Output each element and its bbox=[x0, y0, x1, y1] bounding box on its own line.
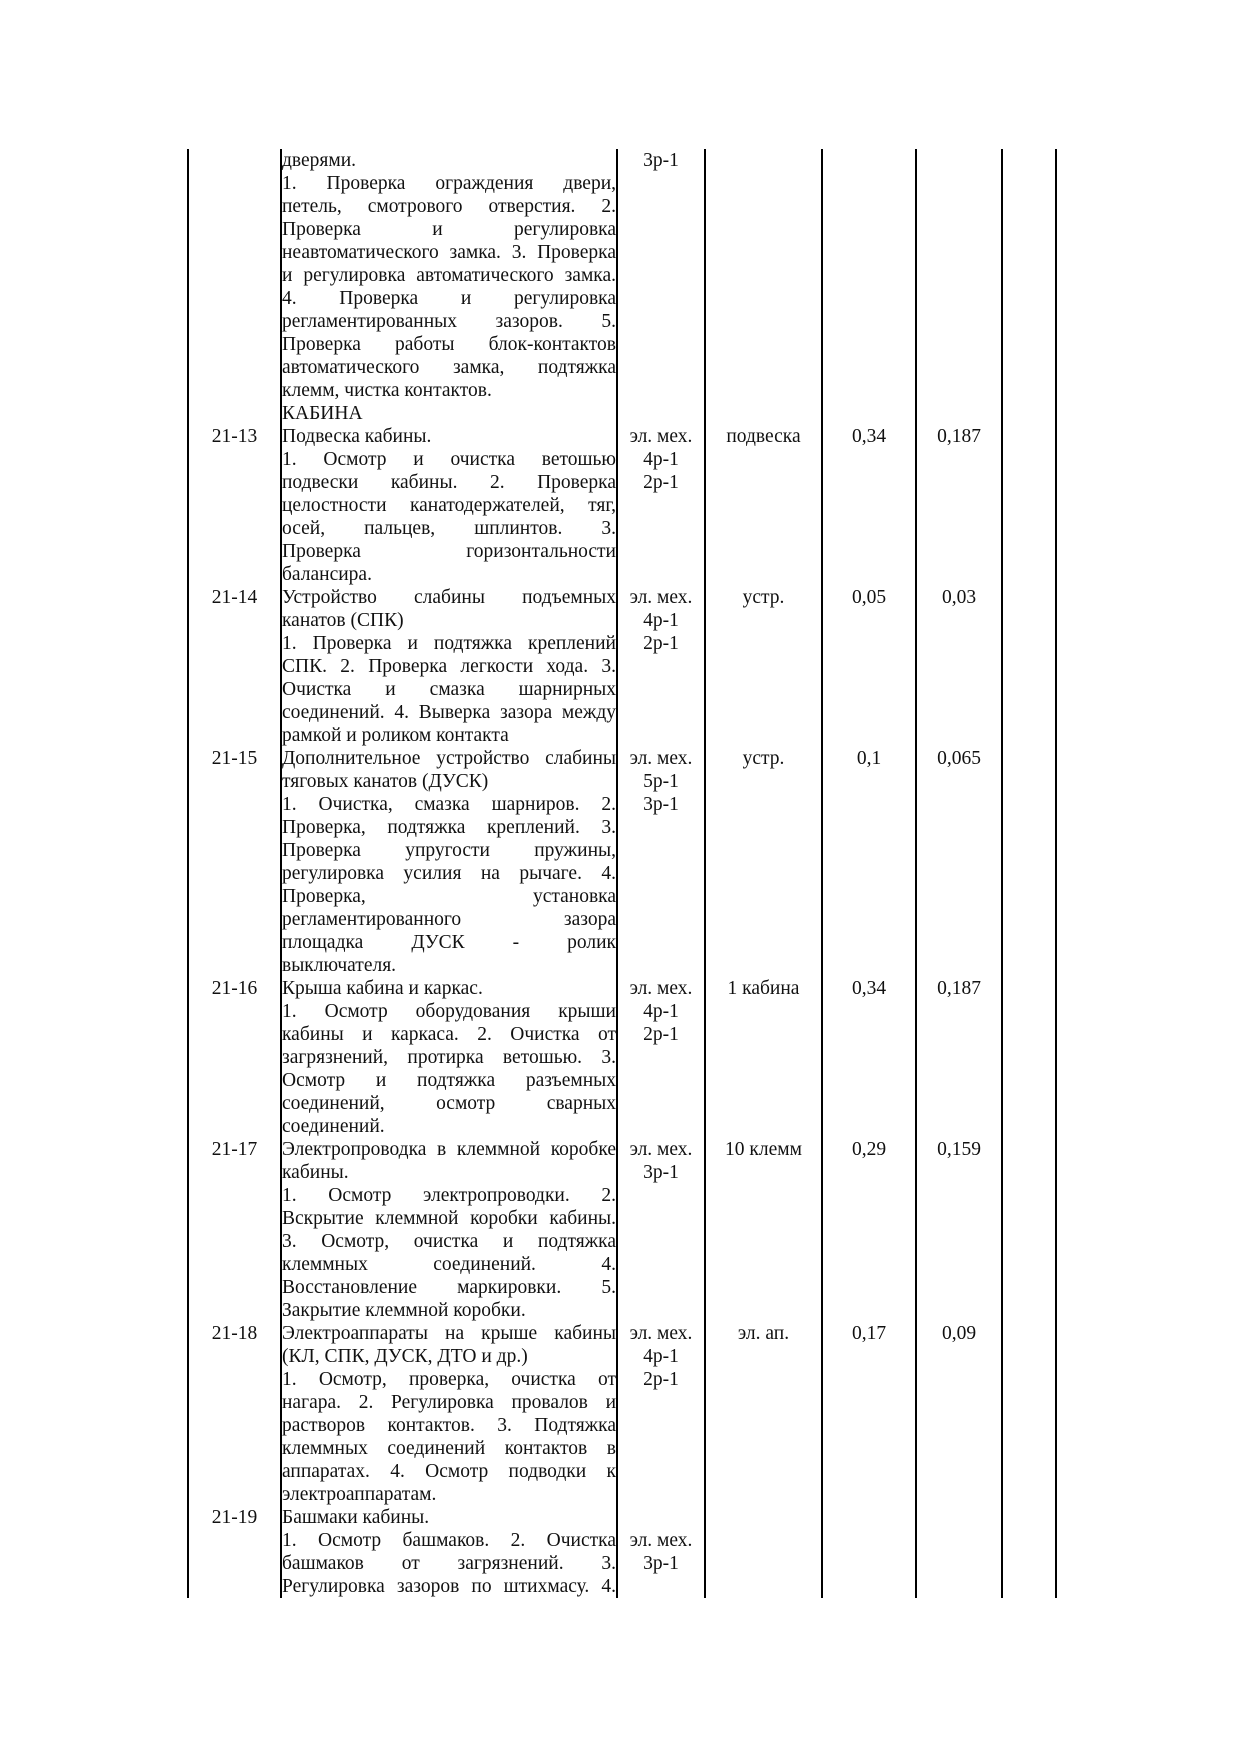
performer-line: эл. мех. bbox=[629, 978, 693, 999]
performer-cell bbox=[617, 1138, 705, 1322]
performer-cell bbox=[617, 1322, 705, 1506]
item-number: 21-18 bbox=[188, 1322, 281, 1506]
description-line: Электроаппараты на крыше кабины bbox=[282, 1323, 616, 1344]
performer-line: 4р-1 bbox=[643, 610, 679, 631]
table-row bbox=[188, 425, 1056, 586]
performer-line: 2р-1 bbox=[643, 472, 679, 493]
work-description bbox=[281, 747, 617, 977]
performer-line: эл. мех. bbox=[629, 1139, 693, 1160]
empty-cell bbox=[1002, 747, 1056, 977]
description-line: Вскрытие клеммной коробки кабины. bbox=[282, 1208, 616, 1229]
item-number bbox=[188, 149, 281, 425]
performer-line: 2р-1 bbox=[643, 1369, 679, 1390]
empty-cell bbox=[1002, 977, 1056, 1138]
norm-time2-cell bbox=[916, 1506, 1002, 1598]
empty-cell bbox=[1002, 425, 1056, 586]
description-line: электроаппаратам. bbox=[282, 1484, 437, 1505]
unit-cell: 1 кабина bbox=[705, 977, 822, 1138]
performer-line: 4р-1 bbox=[643, 1346, 679, 1367]
description-line: Регулировка зазоров по штихмасу. 4. bbox=[282, 1576, 616, 1597]
description-line: 1. Проверка и подтяжка креплений bbox=[282, 633, 616, 654]
unit-cell bbox=[705, 1506, 822, 1598]
norm-time-cell: 0,34 bbox=[822, 977, 916, 1138]
description-line: 4. Проверка и регулировка bbox=[282, 288, 616, 309]
performer-cell bbox=[617, 977, 705, 1138]
description-line: целостности канатодержателей, тяг, bbox=[282, 495, 616, 516]
description-line: Очистка и смазка шарнирных bbox=[282, 679, 616, 700]
empty-cell bbox=[1002, 1322, 1056, 1506]
unit-cell bbox=[705, 149, 822, 425]
performer-line: эл. мех. bbox=[629, 426, 693, 447]
description-line: регулировка усилия на рычаге. 4. bbox=[282, 863, 616, 884]
description-line: Подвеска кабины. bbox=[282, 426, 432, 447]
description-line: Дополнительное устройство слабины bbox=[282, 748, 616, 769]
performer-line: 5р-1 bbox=[643, 771, 679, 792]
description-line: балансира. bbox=[282, 564, 372, 585]
norm-time-cell: 0,29 bbox=[822, 1138, 916, 1322]
table-row bbox=[188, 1506, 1056, 1598]
description-line: 1. Очистка, смазка шарниров. 2. bbox=[282, 794, 616, 815]
table-row bbox=[188, 586, 1056, 747]
table-row bbox=[188, 1138, 1056, 1322]
performer-cell bbox=[617, 747, 705, 977]
norm-time2-cell: 0,065 bbox=[916, 747, 1002, 977]
norm-time-cell: 0,1 bbox=[822, 747, 916, 977]
unit-cell: устр. bbox=[705, 586, 822, 747]
description-line: соединений. bbox=[282, 1116, 385, 1137]
description-line: Башмаки кабины. bbox=[282, 1507, 430, 1528]
description-line: дверями. bbox=[282, 150, 357, 171]
performer-line: 3р-1 bbox=[643, 794, 679, 815]
table-row bbox=[188, 149, 1056, 425]
norm-time2-cell bbox=[916, 149, 1002, 425]
description-line: загрязнений, протирка ветошью. 3. bbox=[282, 1047, 616, 1068]
item-number: 21-13 bbox=[188, 425, 281, 586]
item-number: 21-16 bbox=[188, 977, 281, 1138]
norm-time-cell bbox=[822, 1506, 916, 1598]
performer-line: 4р-1 bbox=[643, 1001, 679, 1022]
work-description bbox=[281, 1506, 617, 1598]
work-description bbox=[281, 149, 617, 425]
description-line: клеммных соединений контактов в bbox=[282, 1438, 616, 1459]
performer-line: эл. мех. bbox=[629, 748, 693, 769]
description-line: нагара. 2. Регулировка провалов и bbox=[282, 1392, 616, 1413]
description-line: канатов (СПК) bbox=[282, 610, 404, 631]
performer-line: 2р-1 bbox=[643, 633, 679, 654]
description-line: Проверка, подтяжка креплений. 3. bbox=[282, 817, 616, 838]
performer-line: 3р-1 bbox=[643, 150, 679, 171]
performer-line bbox=[618, 1506, 704, 1529]
description-line: осей, пальцев, шплинтов. 3. bbox=[282, 518, 616, 539]
description-line: площадка ДУСК - ролик bbox=[282, 932, 616, 953]
performer-cell bbox=[617, 425, 705, 586]
description-line: кабины и каркаса. 2. Очистка от bbox=[282, 1024, 616, 1045]
description-line: Крыша кабина и каркас. bbox=[282, 978, 483, 999]
norm-time-cell: 0,05 bbox=[822, 586, 916, 747]
item-number: 21-17 bbox=[188, 1138, 281, 1322]
empty-cell bbox=[1002, 1138, 1056, 1322]
norm-time-cell: 0,34 bbox=[822, 425, 916, 586]
work-description bbox=[281, 586, 617, 747]
description-line: Проверка и регулировка bbox=[282, 219, 616, 240]
description-line: соединений, осмотр сварных bbox=[282, 1093, 616, 1114]
performer-line: 2р-1 bbox=[643, 1024, 679, 1045]
performer-line: эл. мех. bbox=[629, 1323, 693, 1344]
description-line: аппаратах. 4. Осмотр подводки к bbox=[282, 1461, 616, 1482]
description-line: Проверка горизонтальности bbox=[282, 541, 616, 562]
description-line: Осмотр и подтяжка разъемных bbox=[282, 1070, 616, 1091]
description-line: 1. Осмотр и очистка ветошью bbox=[282, 449, 616, 470]
description-line: Электропроводка в клеммной коробке bbox=[282, 1139, 616, 1160]
description-line: регламентированного зазора bbox=[282, 909, 616, 930]
work-description bbox=[281, 1322, 617, 1506]
description-line: Проверка, установка bbox=[282, 886, 616, 907]
description-line: 1. Осмотр оборудования крыши bbox=[282, 1001, 616, 1022]
table-row bbox=[188, 977, 1056, 1138]
description-line: (КЛ, СПК, ДУСК, ДТО и др.) bbox=[282, 1346, 528, 1367]
performer-line: 3р-1 bbox=[643, 1553, 679, 1574]
description-line: и регулировка автоматического замка. bbox=[282, 265, 616, 286]
performer-line: эл. мех. bbox=[629, 587, 693, 608]
description-line: рамкой и роликом контакта bbox=[282, 725, 509, 746]
description-line: 1. Осмотр башмаков. 2. Очистка bbox=[282, 1530, 616, 1551]
description-line: Закрытие клеммной коробки. bbox=[282, 1300, 526, 1321]
performer-cell bbox=[617, 1506, 705, 1598]
table-body bbox=[188, 149, 1056, 1598]
norm-time-cell: 0,17 bbox=[822, 1322, 916, 1506]
description-line: 1. Осмотр, проверка, очистка от bbox=[282, 1369, 616, 1390]
description-line: кабины. bbox=[282, 1162, 349, 1183]
description-line: подвески кабины. 2. Проверка bbox=[282, 472, 616, 493]
performer-line: 3р-1 bbox=[643, 1162, 679, 1183]
work-description bbox=[281, 1138, 617, 1322]
norm-time2-cell: 0,187 bbox=[916, 977, 1002, 1138]
description-line: клеммных соединений. 4. bbox=[282, 1254, 616, 1275]
description-line: выключателя. bbox=[282, 955, 397, 976]
norm-time2-cell: 0,187 bbox=[916, 425, 1002, 586]
performer-cell bbox=[617, 586, 705, 747]
empty-cell bbox=[1002, 586, 1056, 747]
table-row bbox=[188, 747, 1056, 977]
description-line: 3. Осмотр, очистка и подтяжка bbox=[282, 1231, 616, 1252]
maintenance-table bbox=[187, 149, 1057, 1598]
item-number: 21-14 bbox=[188, 586, 281, 747]
description-line: регламентированных зазоров. 5. bbox=[282, 311, 616, 332]
description-line: Проверка работы блок-контактов bbox=[282, 334, 616, 355]
performer-cell bbox=[617, 149, 705, 425]
work-description bbox=[281, 425, 617, 586]
description-line: растворов контактов. 3. Подтяжка bbox=[282, 1415, 616, 1436]
item-number: 21-19 bbox=[188, 1506, 281, 1598]
table-row bbox=[188, 1322, 1056, 1506]
norm-time2-cell: 0,159 bbox=[916, 1138, 1002, 1322]
item-number: 21-15 bbox=[188, 747, 281, 977]
norm-time-cell bbox=[822, 149, 916, 425]
description-line: башмаков от загрязнений. 3. bbox=[282, 1553, 616, 1574]
empty-cell bbox=[1002, 1506, 1056, 1598]
work-description bbox=[281, 977, 617, 1138]
description-line: КАБИНА bbox=[282, 403, 363, 424]
unit-cell: подвеска bbox=[705, 425, 822, 586]
empty-cell bbox=[1002, 149, 1056, 425]
unit-cell: эл. ап. bbox=[705, 1322, 822, 1506]
description-line: неавтоматического замка. 3. Проверка bbox=[282, 242, 616, 263]
performer-line: эл. мех. bbox=[629, 1530, 693, 1551]
description-line: 1. Осмотр электропроводки. 2. bbox=[282, 1185, 616, 1206]
description-line: 1. Проверка ограждения двери, bbox=[282, 173, 616, 194]
description-line: Устройство слабины подъемных bbox=[282, 587, 616, 608]
norm-time2-cell: 0,03 bbox=[916, 586, 1002, 747]
description-line: Восстановление маркировки. 5. bbox=[282, 1277, 616, 1298]
description-line: Проверка упругости пружины, bbox=[282, 840, 616, 861]
norm-time2-cell: 0,09 bbox=[916, 1322, 1002, 1506]
unit-cell: 10 клемм bbox=[705, 1138, 822, 1322]
description-line: клемм, чистка контактов. bbox=[282, 380, 492, 401]
description-line: автоматического замка, подтяжка bbox=[282, 357, 616, 378]
description-line: тяговых канатов (ДУСК) bbox=[282, 771, 489, 792]
description-line: СПК. 2. Проверка легкости хода. 3. bbox=[282, 656, 616, 677]
performer-line: 4р-1 bbox=[643, 449, 679, 470]
description-line: соединений. 4. Выверка зазора между bbox=[282, 702, 616, 723]
unit-cell: устр. bbox=[705, 747, 822, 977]
description-line: петель, смотрового отверстия. 2. bbox=[282, 196, 616, 217]
